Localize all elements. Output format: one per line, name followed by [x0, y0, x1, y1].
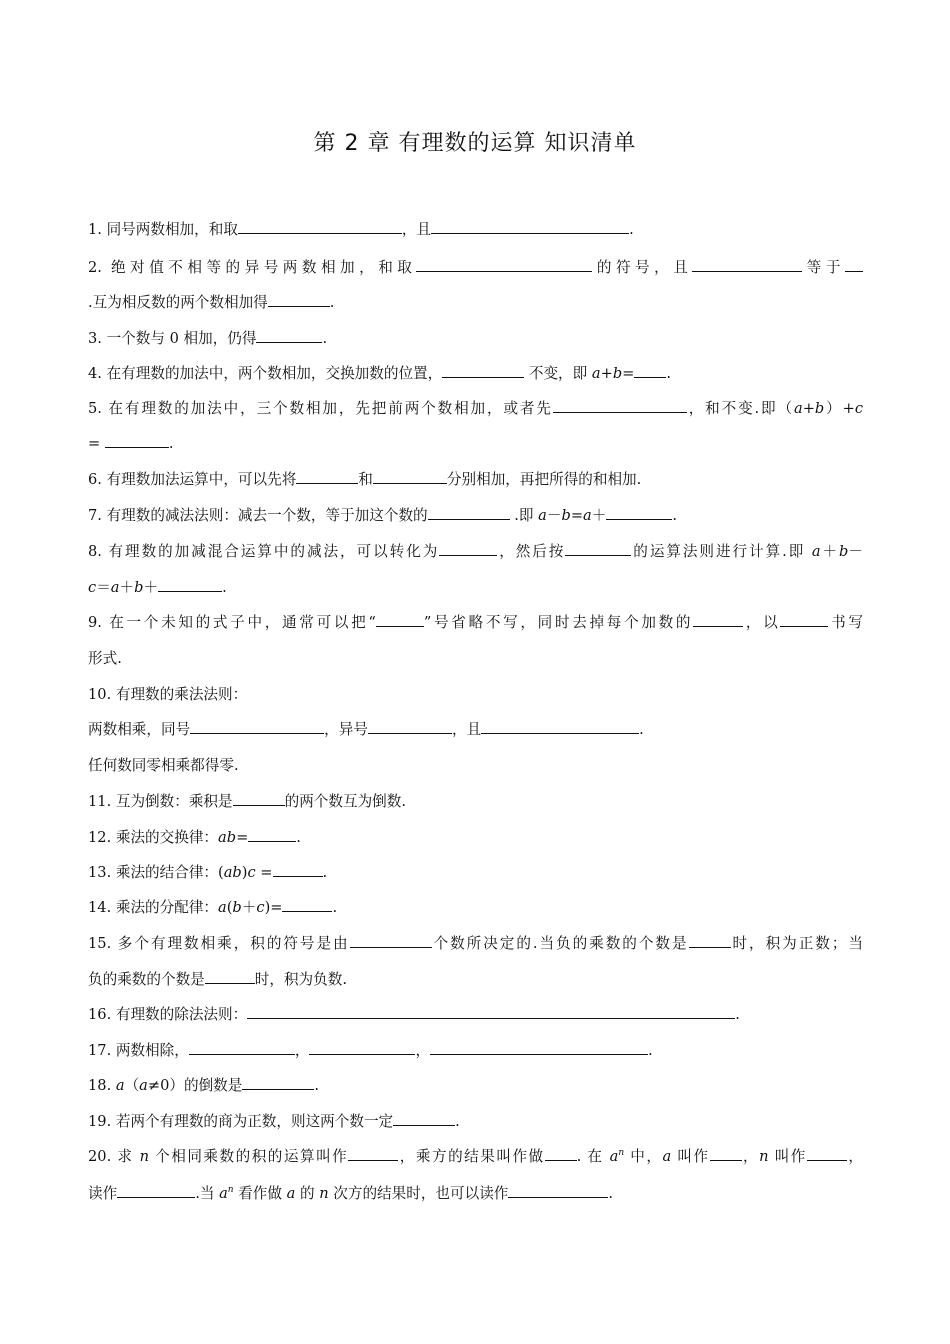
blank[interactable] — [248, 826, 296, 842]
blank[interactable] — [431, 218, 629, 234]
question-20: 20. 求 n 个相同乘数的积的运算叫作 ，乘方的结果叫作做 . 在 $a^n$ 中，a 叫作 ，n 叫作 ， — [88, 1145, 863, 1166]
question-19: 19. 若两个有理数的商为正数，则这两个数一定 . — [88, 1110, 863, 1131]
blank[interactable] — [807, 1145, 847, 1161]
question-2: 2. 绝对值不相等的异号两数相加，和取 的符号，且 等于 — [88, 256, 863, 277]
blank[interactable] — [606, 504, 672, 520]
blank[interactable] — [428, 504, 510, 520]
question-7: 7. 有理数的减法法则：减去一个数，等于加这个数的 .即 a－b=a＋ . — [88, 504, 863, 525]
question-4: 4. 在有理数的加法中，两个数相加，交换加数的位置， 不变，即 a+b= . — [88, 362, 863, 383]
blank[interactable] — [233, 790, 285, 806]
question-12: 12. 乘法的交换律：ab= . — [88, 826, 863, 847]
blank[interactable] — [508, 1182, 608, 1198]
question-16: 16. 有理数的除法法则： . — [88, 1003, 863, 1024]
question-8: 8. 有理数的加减混合运算中的减法，可以转化为 ，然后按 的运算法则进行计算.即 a＋b－ — [88, 540, 863, 561]
blank[interactable] — [439, 540, 497, 556]
question-5: 5. 在有理数的加法中，三个数相加，先把前两个数相加，或者先 ，和不变.即（a+b）+c — [88, 397, 863, 418]
blank[interactable] — [268, 291, 330, 307]
blank[interactable] — [348, 1145, 398, 1161]
question-6: 6. 有理数加法运算中，可以先将 和 分别相加，再把所得的和相加. — [88, 468, 863, 489]
question-9-cont: 形式. — [88, 650, 122, 667]
blank[interactable] — [350, 932, 432, 948]
blank[interactable] — [256, 327, 322, 343]
blank[interactable] — [247, 1003, 735, 1019]
blank[interactable] — [780, 611, 828, 627]
question-20-cont: 读作 .当 $a^n$ 看作做 a 的 n 次方的结果时，也可以读作 . — [88, 1182, 863, 1203]
question-9: 9. 在一个未知的式子中，通常可以把“ ”号省略不写，同时去掉每个加数的 ，以 书写 — [88, 611, 863, 632]
blank[interactable] — [282, 896, 332, 912]
blank[interactable] — [442, 362, 524, 378]
blank[interactable] — [634, 362, 666, 378]
question-10: 两数相乘，同号 ，异号 ，且 . — [88, 718, 863, 739]
question-15: 15. 多个有理数相乘，积的符号是由 个数所决定的.当负的乘数的个数是 时，积为正数；当 — [88, 932, 863, 953]
question-15-cont: 负的乘数的个数是 时，积为负数. — [88, 968, 863, 989]
question-17: 17. 两数相除， ， ， . — [88, 1039, 863, 1060]
question-2-cont: .互为相反数的两个数相加得 . — [88, 291, 863, 312]
blank[interactable] — [376, 611, 424, 627]
blank[interactable] — [296, 468, 358, 484]
blank[interactable] — [692, 256, 802, 272]
blank[interactable] — [373, 468, 447, 484]
question-14: 14. 乘法的分配律：a(b＋c)= . — [88, 896, 863, 917]
question-10-title: 10. 有理数的乘法法则： — [88, 686, 248, 703]
blank[interactable] — [693, 611, 743, 627]
blank[interactable] — [565, 540, 631, 556]
question-18: 18. a（a≠0）的倒数是 . — [88, 1074, 863, 1095]
question-10-note: 任何数同零相乘都得零. — [88, 757, 239, 774]
blank[interactable] — [242, 1074, 314, 1090]
blank[interactable] — [117, 1182, 195, 1198]
blank[interactable] — [189, 1039, 295, 1055]
blank[interactable] — [368, 718, 452, 734]
blank[interactable] — [689, 932, 731, 948]
blank[interactable] — [845, 256, 863, 272]
question-5-cont: = . — [88, 432, 863, 452]
question-8-cont: c＝a＋b＋ . — [88, 576, 863, 597]
blank[interactable] — [158, 576, 222, 592]
blank[interactable] — [553, 397, 687, 413]
question-13: 13. 乘法的结合律：(ab)c = . — [88, 861, 863, 882]
question-11: 11. 互为倒数：乘积是 的两个数互为倒数. — [88, 790, 863, 811]
blank[interactable] — [205, 968, 255, 984]
page-title: 第 2 章 有理数的运算 知识清单 — [313, 131, 637, 156]
question-1: 1. 同号两数相加，和取 ，且 . — [88, 218, 863, 239]
blank[interactable] — [238, 218, 402, 234]
question-3: 3. 一个数与 0 相加，仍得 . — [88, 327, 863, 348]
blank[interactable] — [710, 1145, 742, 1161]
blank[interactable] — [309, 1039, 415, 1055]
blank[interactable] — [430, 1039, 648, 1055]
blank[interactable] — [481, 718, 639, 734]
blank[interactable] — [416, 256, 592, 272]
blank[interactable] — [190, 718, 324, 734]
blank[interactable] — [545, 1145, 577, 1161]
blank[interactable] — [393, 1110, 455, 1126]
blank[interactable] — [105, 432, 169, 448]
blank[interactable] — [273, 861, 323, 877]
